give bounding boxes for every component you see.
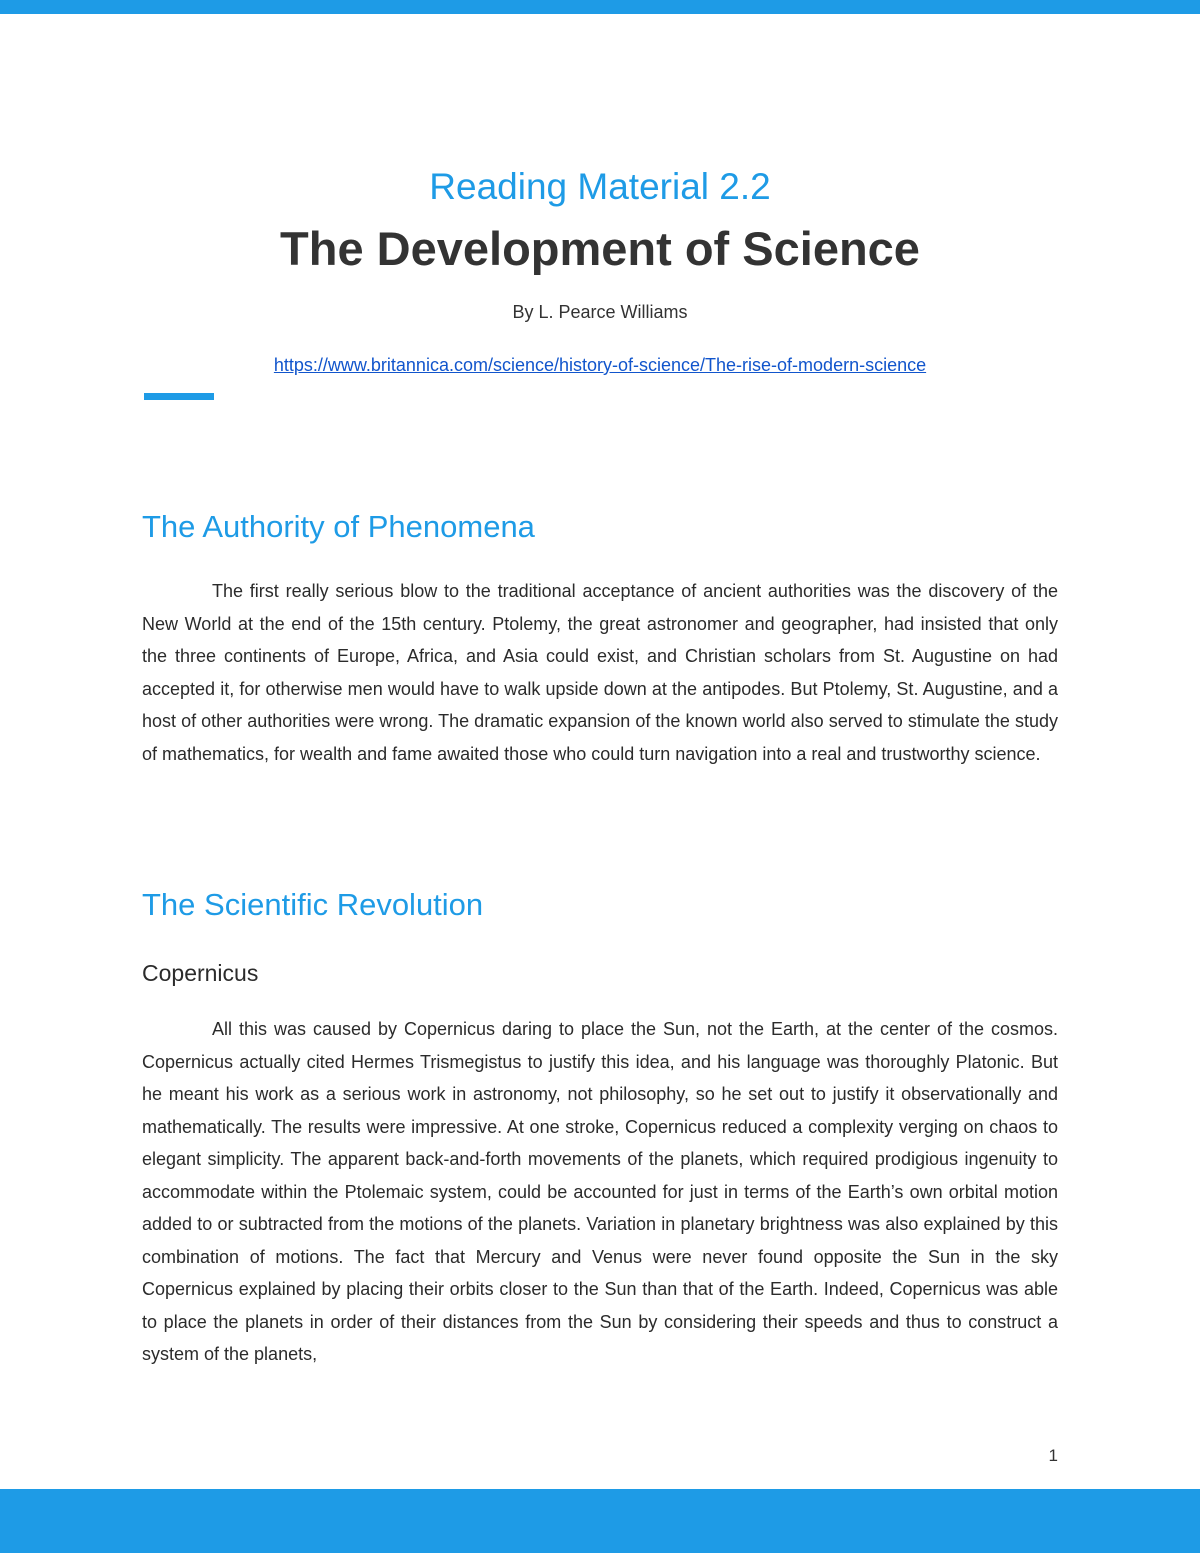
page-number: 1 [1048,1446,1058,1465]
paragraph-copernicus: All this was caused by Copernicus daring to place the Sun, not the Earth, at the center of the cosmos. Copernicus actually cited Hermes Trismegistus to justify this idea, and his language was thoroughly Platonic. But he meant his work as a serious work in astronomy, not philosophy, so he set out to justify it observationally and mathematically. The results were impressive. At one stroke, Copernicus reduced a complexity verging on chaos to elegant simplicity. The apparent back-and-forth movements of the planets, which required prodigious ingenuity to accommodate within the Ptolemaic system, could be accounted for just in terms of the Earth’s own orbital motion added to or subtracted from the motions of the planets. Variation in planetary brightness was also explained by this combination of motions. The fact that Mercury and Venus were never found opposite the Sun in the sky Copernicus explained by placing their orbits closer to the Sun than that of the Earth. Indeed, Copernicus was able to place the planets in order of their distances from the Sun by considering their speeds and thus to construct a system of the planets, [142,1019,1058,1364]
subheading-copernicus: Copernicus [142,960,259,986]
paragraph-authority-of-phenomena: The first really serious blow to the traditional acceptance of ancient authorities was the discovery of the New World at the end of the 15th century. Ptolemy, the great astronomer and geographer, had insisted that only the three continents of Europe, Africa, and Asia could exist, and Christian scholars from St. Augustine on had accepted it, for otherwise men would have to walk upside down at the antipodes. But Ptolemy, St. Augustine, and a host of other authorities were wrong. The dramatic expansion of the known world also served to stimulate the study of mathematics, for wealth and fame awaited those who could turn navigation into a real and trustworthy science. [142,581,1058,764]
top-accent-bar [0,0,1200,14]
document-title: The Development of Science [280,222,920,275]
document-kicker: Reading Material 2.2 [429,166,771,207]
section-heading-scientific-revolution: The Scientific Revolution [142,887,484,922]
author-byline: By L. Pearce Williams [512,302,688,322]
accent-rule-divider [144,393,214,400]
source-link[interactable]: https://www.britannica.com/science/history-of-science/The-rise-of-modern-science [273,355,927,375]
bottom-accent-bar [0,1489,1200,1553]
section-heading-authority-of-phenomena: The Authority of Phenomena [142,509,535,544]
